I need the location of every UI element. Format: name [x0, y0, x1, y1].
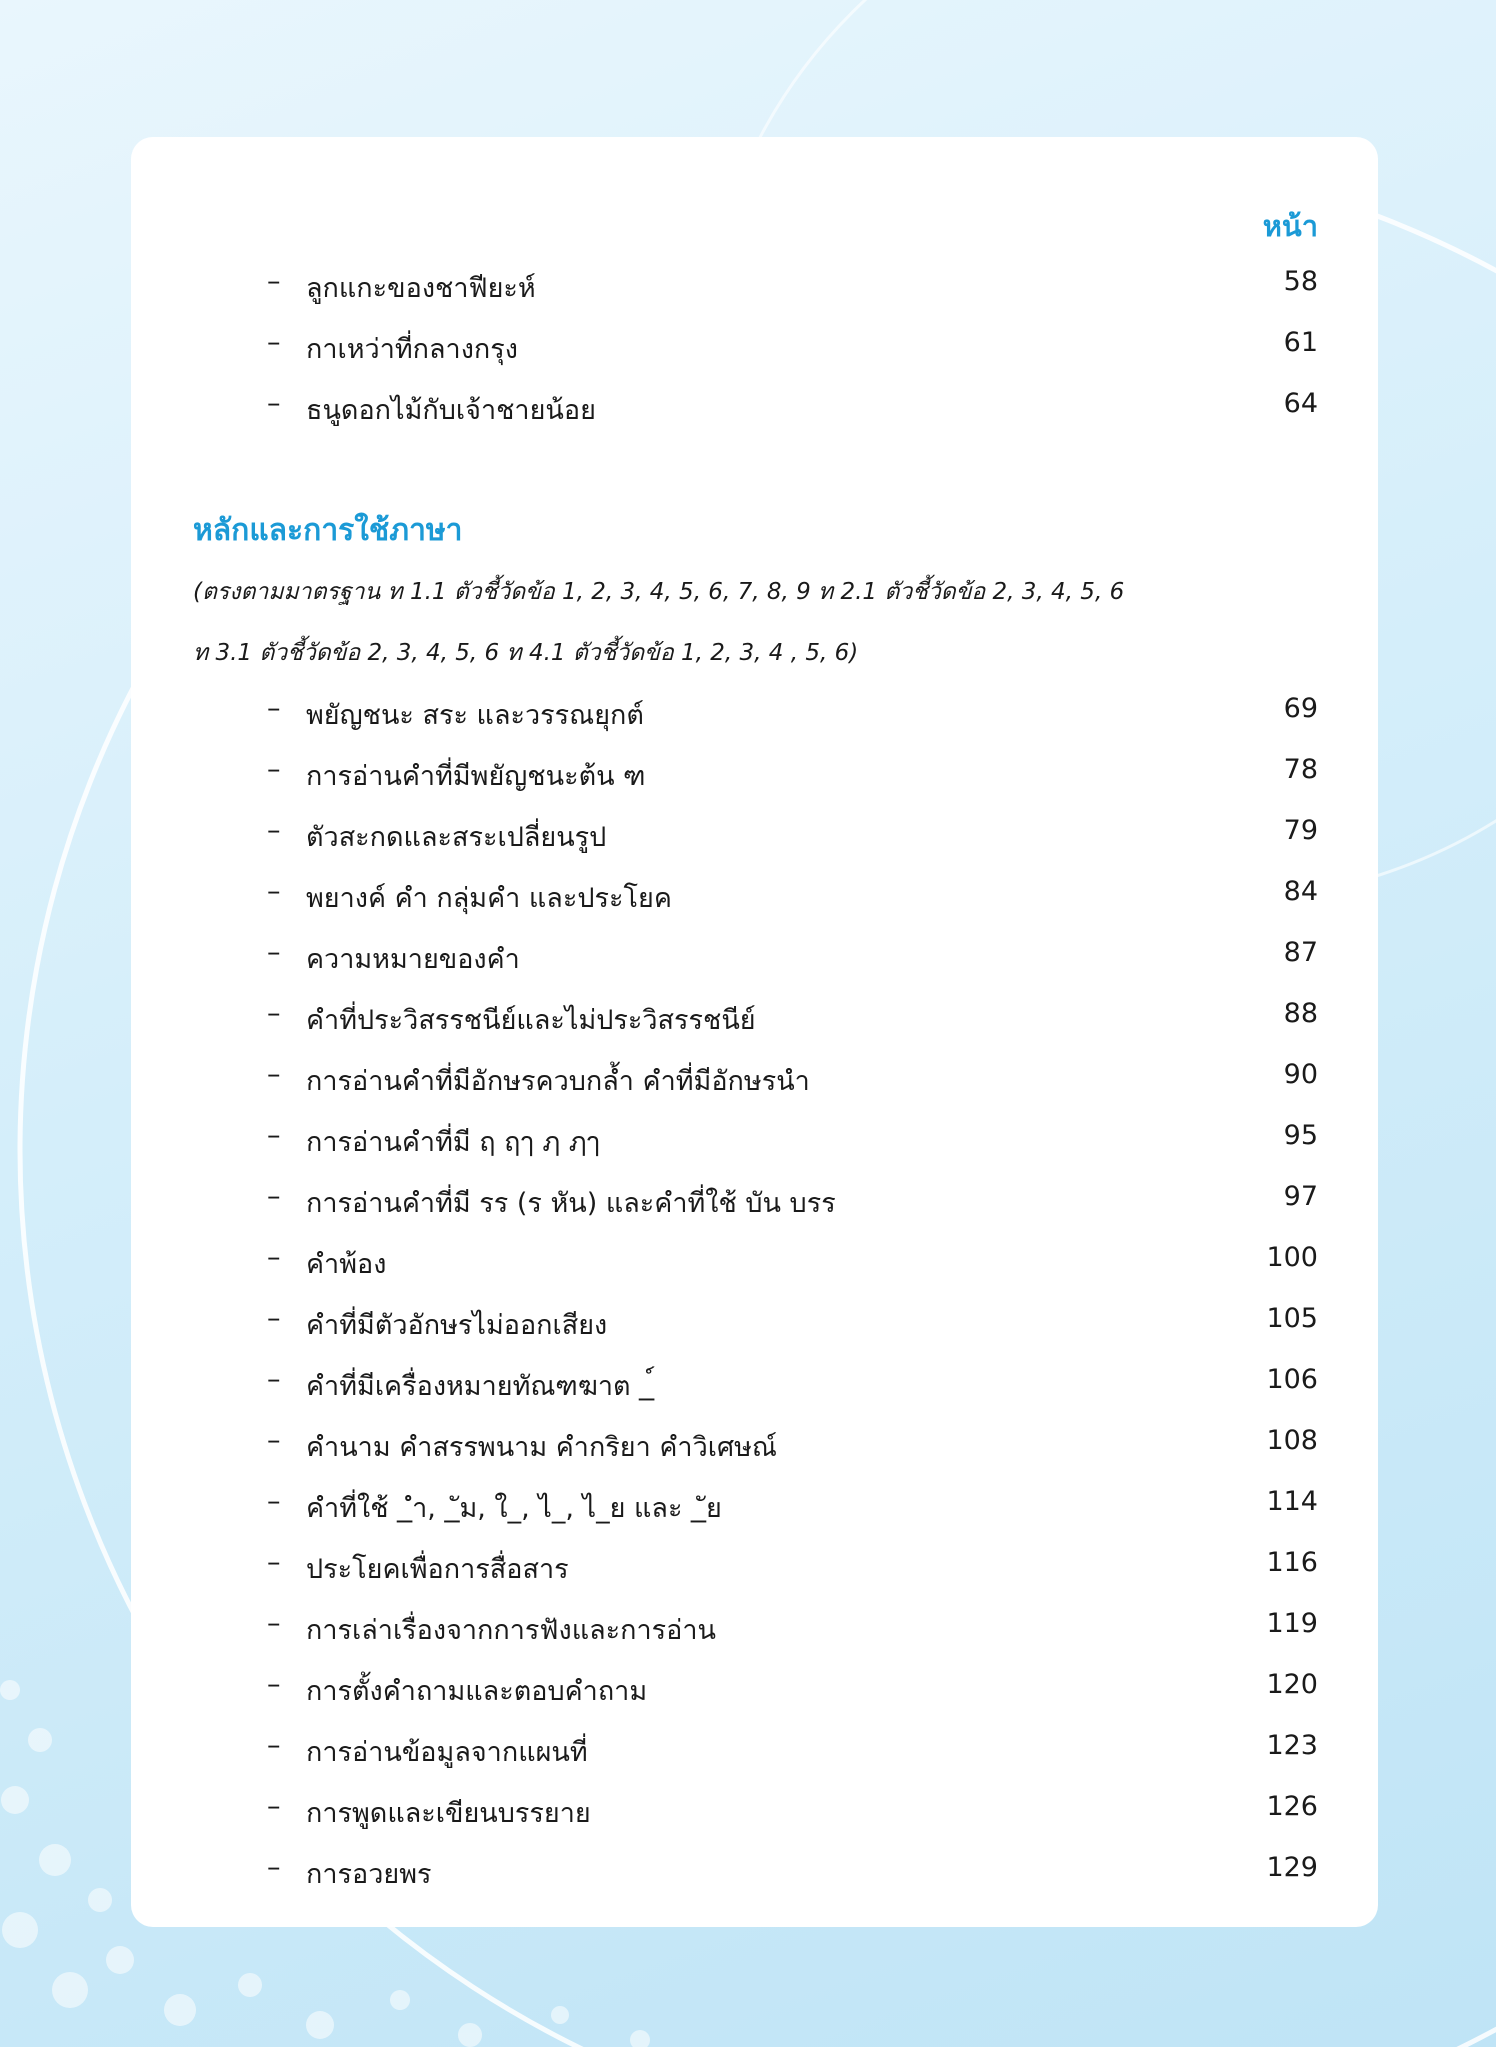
entry-title: คำนาม คำสรรพนาม คำกริยา คำวิเศษณ์: [306, 1432, 777, 1463]
entry-title: พยางค์ คำ กลุ่มคำ และประโยค: [306, 883, 672, 914]
section-title: หลักและการใช้ภาษา: [193, 513, 463, 548]
entry-dash: –: [267, 1242, 281, 1273]
entry-page-number: 97: [1283, 1181, 1318, 1212]
entry-page-number: 88: [1283, 998, 1318, 1029]
toc-entry[interactable]: [131, 1114, 1378, 1158]
entry-page-number: 79: [1283, 815, 1318, 846]
toc-entry[interactable]: [131, 1480, 1378, 1524]
entry-page-number: 84: [1283, 876, 1318, 907]
entry-title: คำที่มีตัวอักษรไม่ออกเสียง: [306, 1310, 608, 1341]
entry-dash: –: [267, 1486, 281, 1517]
toc-entry[interactable]: [131, 1724, 1378, 1768]
entry-title: พยัญชนะ สระ และวรรณยุกต์: [306, 700, 644, 731]
toc-entry[interactable]: [131, 870, 1378, 914]
entry-page-number: 114: [1266, 1486, 1318, 1517]
entry-dash: –: [267, 1059, 281, 1090]
toc-entry[interactable]: [131, 1419, 1378, 1463]
toc-entry[interactable]: [131, 748, 1378, 792]
entry-page-number: 126: [1266, 1791, 1318, 1822]
entry-page-number: 58: [1283, 266, 1318, 297]
toc-entry[interactable]: [131, 1358, 1378, 1402]
entry-page-number: 69: [1283, 693, 1318, 724]
toc-entry[interactable]: [131, 382, 1378, 426]
entry-dash: –: [267, 1608, 281, 1639]
entry-title: คำที่มีเครื่องหมายทัณฑฆาต _์: [306, 1371, 655, 1402]
entry-dash: –: [267, 1303, 281, 1334]
entry-title: การเล่าเรื่องจากการฟังและการอ่าน: [306, 1615, 717, 1646]
entry-title: การอ่านข้อมูลจากแผนที่: [306, 1737, 588, 1768]
entry-page-number: 119: [1266, 1608, 1318, 1639]
entry-page-number: 87: [1283, 937, 1318, 968]
entry-dash: –: [267, 1181, 281, 1212]
entry-page-number: 129: [1266, 1852, 1318, 1883]
page-column-header: หน้า: [1262, 209, 1318, 243]
entry-dash: –: [267, 1120, 281, 1151]
entry-dash: –: [267, 1669, 281, 1700]
entry-dash: –: [267, 266, 281, 297]
entry-page-number: 105: [1266, 1303, 1318, 1334]
toc-entry[interactable]: [131, 1175, 1378, 1219]
entry-page-number: 95: [1283, 1120, 1318, 1151]
entry-page-number: 120: [1266, 1669, 1318, 1700]
toc-entry[interactable]: [131, 687, 1378, 731]
entry-dash: –: [267, 1425, 281, 1456]
entry-title: ประโยคเพื่อการสื่อสาร: [306, 1554, 569, 1585]
entry-dash: –: [267, 1791, 281, 1822]
entry-page-number: 100: [1266, 1242, 1318, 1273]
toc-entry[interactable]: [131, 992, 1378, 1036]
entry-page-number: 116: [1266, 1547, 1318, 1578]
entry-dash: –: [267, 876, 281, 907]
entry-dash: –: [267, 388, 281, 419]
entry-dash: –: [267, 937, 281, 968]
entry-title: การอ่านคำที่มีอักษรควบกล้ำ คำที่มีอักษรนำ: [306, 1066, 810, 1097]
entry-dash: –: [267, 327, 281, 358]
entry-dash: –: [267, 754, 281, 785]
entry-title: การตั้งคำถามและตอบคำถาม: [306, 1676, 648, 1707]
entry-page-number: 61: [1283, 327, 1318, 358]
toc-entry[interactable]: [131, 260, 1378, 304]
entry-page-number: 64: [1283, 388, 1318, 419]
entry-title: ธนูดอกไม้กับเจ้าชายน้อย: [306, 395, 596, 426]
toc-entry[interactable]: [131, 1602, 1378, 1646]
entry-title: การพูดและเขียนบรรยาย: [306, 1798, 591, 1829]
entry-title: คำที่ใช้ _ำ, _ัม, ใ_, ไ_, ไ_ย และ _ัย: [306, 1493, 722, 1524]
entry-dash: –: [267, 1730, 281, 1761]
entry-dash: –: [267, 1852, 281, 1883]
entry-title: คำที่ประวิสรรชนีย์และไม่ประวิสรรชนีย์: [306, 1005, 756, 1036]
toc-entry[interactable]: [131, 931, 1378, 975]
entry-page-number: 123: [1266, 1730, 1318, 1761]
entry-title: ความหมายของคำ: [306, 944, 520, 975]
toc-entry[interactable]: [131, 1785, 1378, 1829]
entry-title: ตัวสะกดและสระเปลี่ยนรูป: [306, 822, 607, 853]
entry-title: กาเหว่าที่กลางกรุง: [306, 334, 518, 365]
entry-title: การอ่านคำที่มีพยัญชนะต้น ฑ: [306, 761, 646, 792]
entry-title: การอ่านคำที่มี ฤ ฤๅ ฦ ฦๅ: [306, 1127, 600, 1158]
toc-card: [131, 137, 1378, 1927]
entry-dash: –: [267, 693, 281, 724]
entry-page-number: 78: [1283, 754, 1318, 785]
entry-dash: –: [267, 1364, 281, 1395]
toc-entry[interactable]: [131, 1541, 1378, 1585]
entry-page-number: 106: [1266, 1364, 1318, 1395]
entry-dash: –: [267, 998, 281, 1029]
entry-dash: –: [267, 815, 281, 846]
toc-entry[interactable]: [131, 1663, 1378, 1707]
toc-entry[interactable]: [131, 1236, 1378, 1280]
entry-dash: –: [267, 1547, 281, 1578]
entry-title: การอ่านคำที่มี รร (ร หัน) และคำที่ใช้ บัน บรร: [306, 1188, 836, 1219]
toc-entry[interactable]: [131, 809, 1378, 853]
toc-entry[interactable]: [131, 1297, 1378, 1341]
section-standards-note-line2: ท 3.1 ตัวชี้วัดข้อ 2, 3, 4, 5, 6 ท 4.1 ตัวชี้วัดข้อ 1, 2, 3, 4 , 5, 6): [193, 640, 859, 666]
entry-page-number: 108: [1266, 1425, 1318, 1456]
section-standards-note-line1: (ตรงตามมาตรฐาน ท 1.1 ตัวชี้วัดข้อ 1, 2, 3, 4, 5, 6, 7, 8, 9 ท 2.1 ตัวชี้วัดข้อ 2, 3, 4, 5, 6: [193, 579, 1125, 605]
toc-entry[interactable]: [131, 1053, 1378, 1097]
entry-page-number: 90: [1283, 1059, 1318, 1090]
toc-entry[interactable]: [131, 1846, 1378, 1890]
toc-entry[interactable]: [131, 321, 1378, 365]
entry-title: การอวยพร: [306, 1859, 432, 1890]
entry-title: ลูกแกะของชาฟียะห์: [306, 273, 536, 304]
entry-title: คำพ้อง: [306, 1249, 387, 1280]
